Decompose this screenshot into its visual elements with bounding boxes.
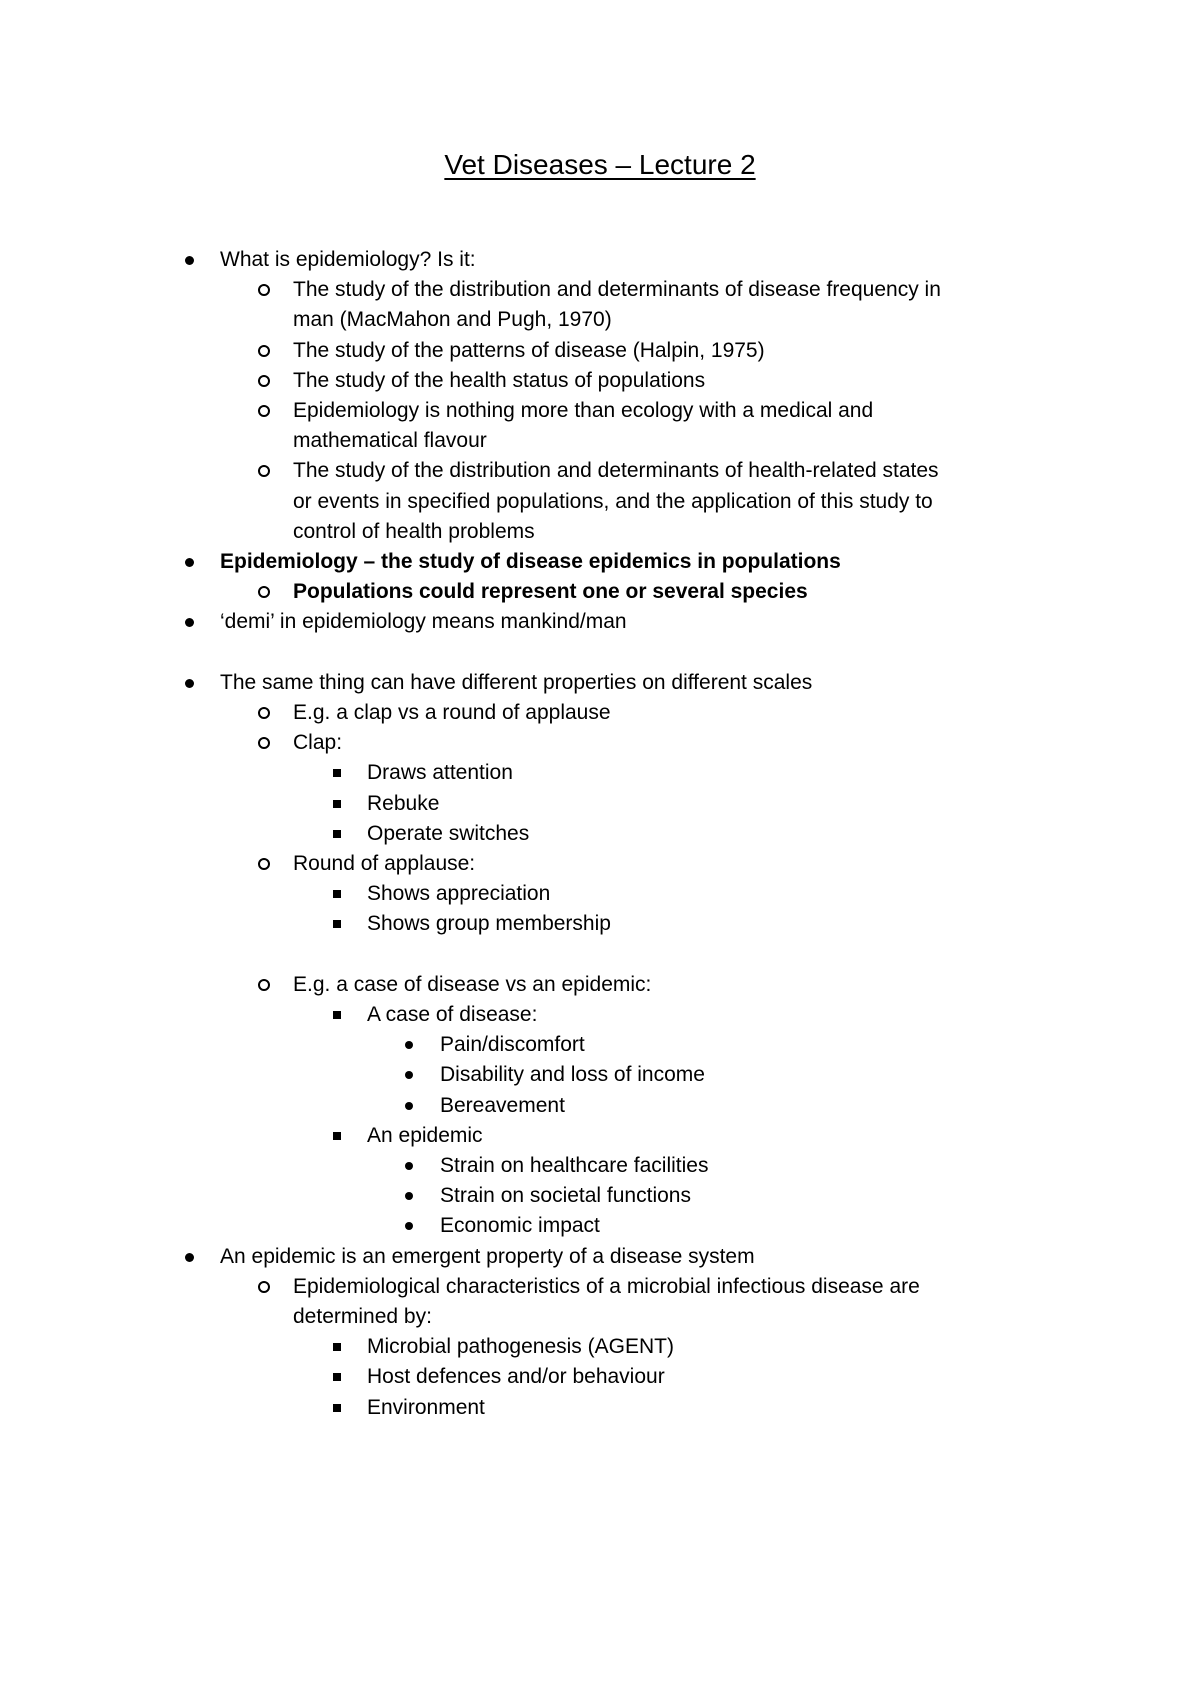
bullet-dot-icon	[405, 1192, 413, 1200]
bullet-dot-icon	[405, 1102, 413, 1110]
outline-line-level-2: The study of the health status of populations	[293, 368, 706, 392]
outline-line-level-3: An epidemic	[367, 1123, 483, 1147]
bullet-circle-icon	[258, 586, 270, 598]
bullet-square-icon	[333, 830, 341, 838]
bullet-dot-icon	[185, 558, 194, 567]
outline-line-level-4: Strain on societal functions	[440, 1184, 691, 1208]
outline-line-level-2: The study of the patterns of disease (Halpin, 1975)	[293, 338, 765, 362]
outline-line-level-2: determined by:	[293, 1305, 432, 1328]
bullet-circle-icon	[258, 284, 270, 296]
bullet-circle-icon	[258, 405, 270, 417]
outline-line-level-3: Environment	[367, 1395, 485, 1419]
bullet-square-icon	[333, 920, 341, 928]
outline-line-level-1: An epidemic is an emergent property of a disease system	[220, 1244, 755, 1268]
bullet-circle-icon	[258, 465, 270, 477]
bullet-circle-icon	[258, 345, 270, 357]
outline-line-level-1: What is epidemiology? Is it:	[220, 248, 476, 271]
outline-line-level-2: The study of the distribution and determinants of disease frequency in	[293, 278, 941, 302]
outline-line-level-4: Bereavement	[440, 1093, 565, 1117]
outline-line-level-2: control of health problems	[293, 519, 535, 543]
bullet-square-icon	[333, 1343, 341, 1351]
outline-line-level-3: Operate switches	[367, 821, 530, 845]
outline-line-level-2: Populations could represent one or several species	[293, 580, 808, 604]
bullet-circle-icon	[258, 979, 270, 991]
outline-line-level-2: E.g. a clap vs a round of applause	[293, 701, 611, 724]
outline-line-level-3: Host defences and/or behaviour	[367, 1365, 665, 1389]
bullet-circle-icon	[258, 375, 270, 387]
bullet-circle-icon	[258, 1281, 270, 1293]
outline-line-level-3: A case of disease:	[367, 1003, 538, 1026]
outline-line-level-3: Microbial pathogenesis (AGENT)	[367, 1335, 674, 1359]
outline-line-level-2: Clap:	[293, 731, 343, 755]
bullet-dot-icon	[185, 1253, 194, 1262]
bullet-circle-icon	[258, 858, 270, 870]
bullet-square-icon	[333, 1373, 341, 1381]
outline-line-level-3: Draws attention	[367, 761, 513, 785]
bullet-dot-icon	[405, 1222, 413, 1230]
outline-line-level-3: Shows group membership	[367, 912, 611, 936]
bullet-dot-icon	[185, 679, 194, 688]
outline-line-level-3: Rebuke	[367, 791, 440, 815]
outline-line-level-2: mathematical flavour	[293, 429, 487, 453]
outline-line-level-1: ‘demi’ in epidemiology means mankind/man	[220, 610, 627, 634]
bullet-square-icon	[333, 800, 341, 808]
bullet-square-icon	[333, 890, 341, 898]
bullet-square-icon	[333, 1132, 341, 1140]
bullet-square-icon	[333, 1011, 341, 1019]
outline-line-level-4: Pain/discomfort	[440, 1033, 585, 1057]
outline-line-level-4: Economic impact	[440, 1214, 600, 1238]
page-title: Vet Diseases – Lecture 2	[444, 149, 756, 180]
bullet-dot-icon	[405, 1041, 413, 1049]
outline-line-level-4: Disability and loss of income	[440, 1063, 705, 1087]
outline-line-level-2: Round of applause:	[293, 852, 476, 875]
bullet-square-icon	[333, 769, 341, 777]
outline-line-level-1: The same thing can have different properties on different scales	[220, 670, 813, 694]
bullet-dot-icon	[405, 1071, 413, 1079]
outline-line-level-2: The study of the distribution and determinants of health-related states	[293, 459, 939, 483]
outline-line-level-2: Epidemiological characteristics of a microbial infectious disease are	[293, 1274, 920, 1298]
outline-line-level-2: E.g. a case of disease vs an epidemic:	[293, 972, 652, 996]
outline-line-level-4: Strain on healthcare facilities	[440, 1154, 709, 1177]
outline-line-level-1: Epidemiology – the study of disease epidemics in populations	[220, 550, 841, 573]
bullet-dot-icon	[185, 256, 194, 265]
bullet-circle-icon	[258, 707, 270, 719]
bullet-dot-icon	[185, 618, 194, 627]
bullet-dot-icon	[405, 1162, 413, 1170]
outline-line-level-2: or events in specified populations, and the application of this study to	[293, 489, 933, 513]
bullet-square-icon	[333, 1404, 341, 1412]
bullet-circle-icon	[258, 737, 270, 749]
outline-line-level-2: Epidemiology is nothing more than ecology with a medical and	[293, 399, 874, 422]
outline-line-level-3: Shows appreciation	[367, 882, 551, 906]
outline-line-level-2: man (MacMahon and Pugh, 1970)	[293, 308, 612, 332]
